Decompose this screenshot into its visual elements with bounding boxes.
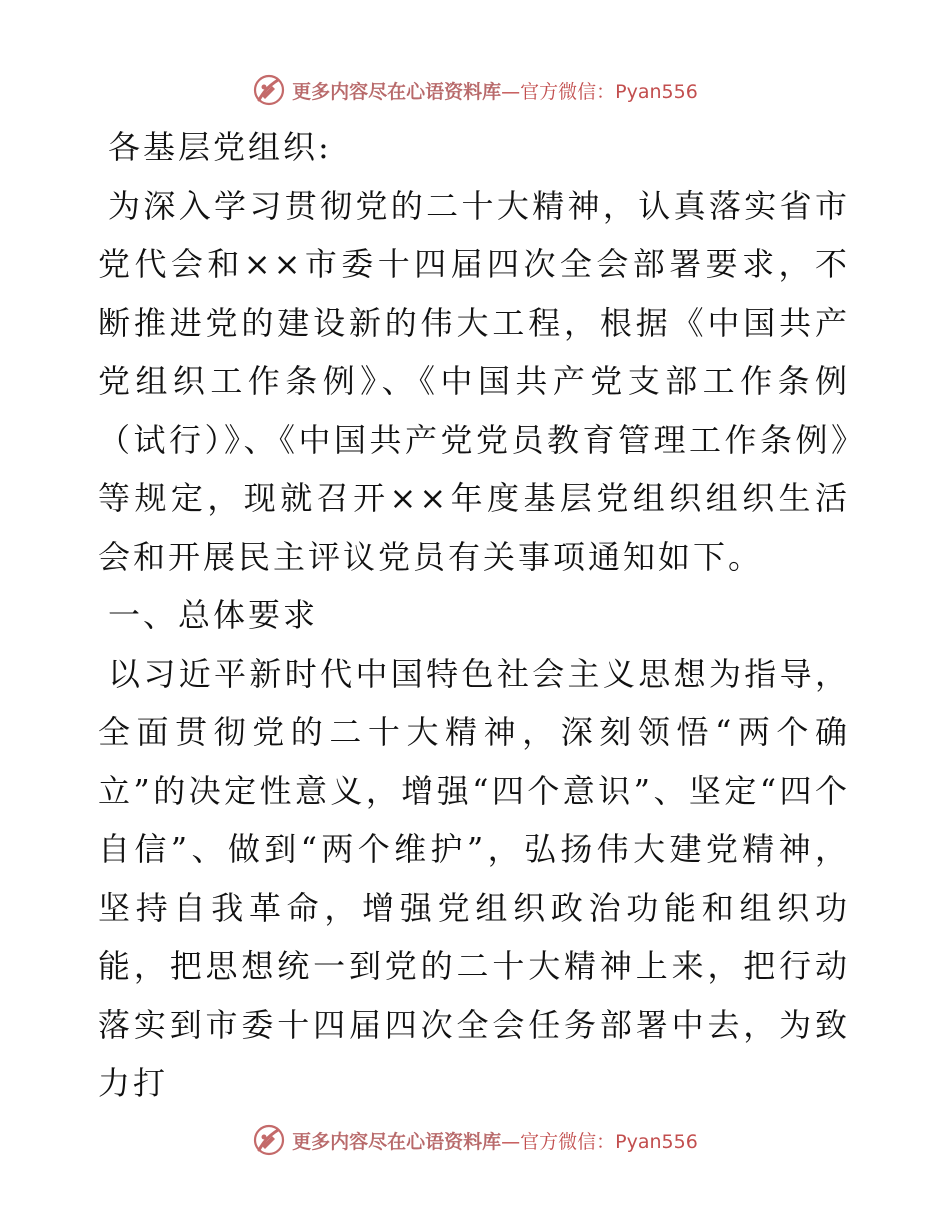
watermark-brand-text: 更多内容尽在心语资料库 [292, 1130, 502, 1153]
watermark-banner-bottom [0, 1120, 950, 1160]
pen-logo-icon [252, 73, 286, 107]
watermark-brand-text: 更多内容尽在心语资料库 [292, 80, 502, 103]
section-heading: 一、总体要求 [108, 596, 319, 634]
salutation: 各基层党组织: [108, 128, 332, 166]
pen-logo-icon [252, 1123, 286, 1157]
intro-paragraph: 为深入学习贯彻党的二十大精神，认真落实省市党代会和××市委十四届四次全会部署要求，不断推进党的建设新的伟大工程，根据《中国共产党组织工作条例》、《中国共产党支部工作条例（试行）》、《中国共产党党员教育管理工作条例》等规定，现就召开××年度基层党组织组织生活会和开展民主评议党员有关事项通知如下。 [98, 186, 850, 576]
watermark-contact-text: —官方微信：Pyan556 [501, 1130, 698, 1153]
document-body [98, 118, 850, 1113]
watermark-contact-text: —官方微信：Pyan556 [501, 80, 698, 103]
watermark-banner-top [0, 70, 950, 110]
section-paragraph: 以习近平新时代中国特色社会主义思想为指导，全面贯彻党的二十大精神，深刻领悟“两个确立”的决定性意义，增强“四个意识”、坚定“四个自信”、做到“两个维护”，弘扬伟大建党精神，坚持自我革命，增强党组织政治功能和组织功能，把思想统一到党的二十大精神上来，把行动落实到市委十四届四次全会任务部署中去，为致力打 [98, 654, 850, 1102]
